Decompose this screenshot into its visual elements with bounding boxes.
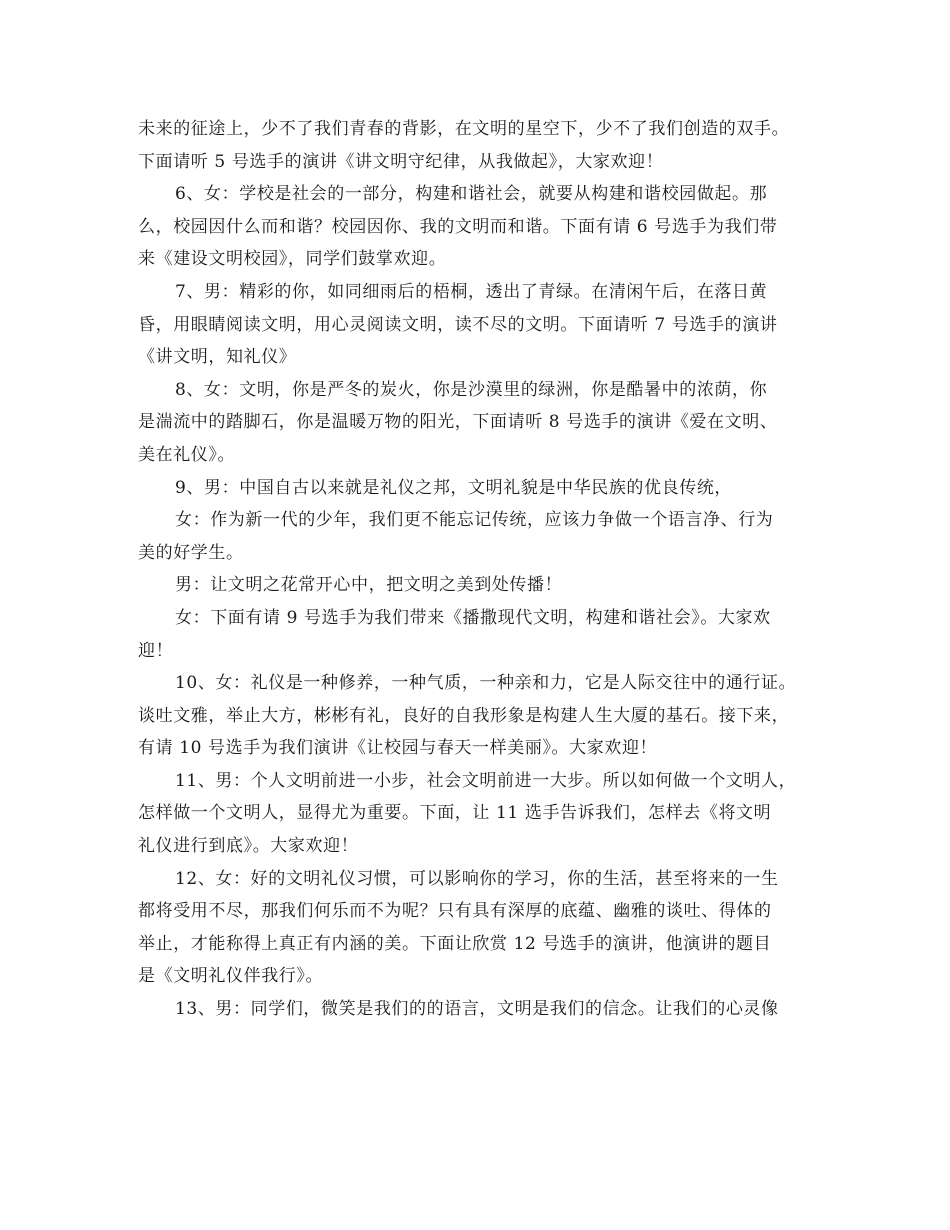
document-body — [138, 113, 828, 1026]
text-line: 美在礼仪》。 — [138, 444, 236, 465]
text-line: 迎！ — [138, 640, 174, 661]
text-line: 6、女：学校是社会的一部分，构建和谐社会，就要从构建和谐校园做起。那 — [175, 184, 768, 205]
text-line: 10、女：礼仪是一种修养，一种气质，一种亲和力，它是人际交往中的通行证。 — [175, 673, 797, 694]
text-line: 13、男：同学们，微笑是我们的的语言，文明是我们的信念。让我们的心灵像 — [175, 999, 779, 1020]
text-line: 举止，才能称得上真正有内涵的美。下面让欣赏 12 号选手的演讲，他演讲的题目 — [138, 933, 772, 954]
text-line: 礼仪进行到底》。大家欢迎！ — [138, 836, 359, 857]
text-line: 怎样做一个文明人，显得尤为重要。下面，让 11 选手告诉我们，怎样去《将文明 — [138, 803, 772, 824]
text-line: 《讲文明，知礼仪》 — [138, 347, 297, 368]
text-line: 是《文明礼仪伴我行》。 — [138, 966, 324, 987]
text-line: 谈吐文雅，举止大方，彬彬有礼，良好的自我形象是构建人生大厦的基石。接下来， — [138, 705, 790, 726]
text-line: 12、女：好的文明礼仪习惯，可以影响你的学习，你的生活，甚至将来的一生 — [175, 868, 779, 889]
text-line: 是湍流中的踏脚石，你是温暖万物的阳光，下面请听 8 号选手的演讲《爱在文明、 — [138, 412, 778, 433]
text-line: 昏，用眼睛阅读文明，用心灵阅读文明，读不尽的文明。下面请听 7 号选手的演讲 — [138, 314, 778, 335]
text-line: 11、男：个人文明前进一小步，社会文明前进一大步。所以如何做一个文明人， — [175, 770, 797, 791]
text-line: 么，校园因什么而和谐？校园因你、我的文明而和谐。下面有请 6 号选手为我们带 — [138, 216, 778, 237]
text-line: 男：让文明之花常开心中，把文明之美到处传播！ — [175, 575, 563, 596]
text-line: 9、男：中国自古以来就是礼仪之邦，文明礼貌是中华民族的优良传统， — [175, 477, 733, 498]
text-line: 都将受用不尽，那我们何乐而不为呢？只有具有深厚的底蕴、幽雅的谈吐、得体的 — [138, 901, 772, 922]
text-line: 美的好学生。 — [138, 542, 244, 563]
text-line: 女：作为新一代的少年，我们更不能忘记传统，应该力争做一个语言净、行为 — [175, 510, 774, 531]
text-line: 8、女：文明，你是严冬的炭火，你是沙漠里的绿洲，你是酷暑中的浓荫，你 — [175, 379, 768, 400]
text-line: 有请 10 号选手为我们演讲《让校园与春天一样美丽》。大家欢迎！ — [138, 738, 658, 759]
text-line: 来《建设文明校园》，同学们鼓掌欢迎。 — [138, 249, 447, 270]
text-line: 女：下面有请 9 号选手为我们带来《播撒现代文明，构建和谐社会》。大家欢 — [175, 607, 771, 628]
text-line: 下面请听 5 号选手的演讲《讲文明守纪律，从我做起》，大家欢迎！ — [138, 151, 664, 172]
text-line: 未来的征途上，少不了我们青春的背影，在文明的星空下，少不了我们创造的双手。 — [138, 119, 790, 139]
text-line: 7、男：精彩的你，如同细雨后的梧桐，透出了青绿。在清闲午后，在落日黄 — [175, 281, 768, 302]
